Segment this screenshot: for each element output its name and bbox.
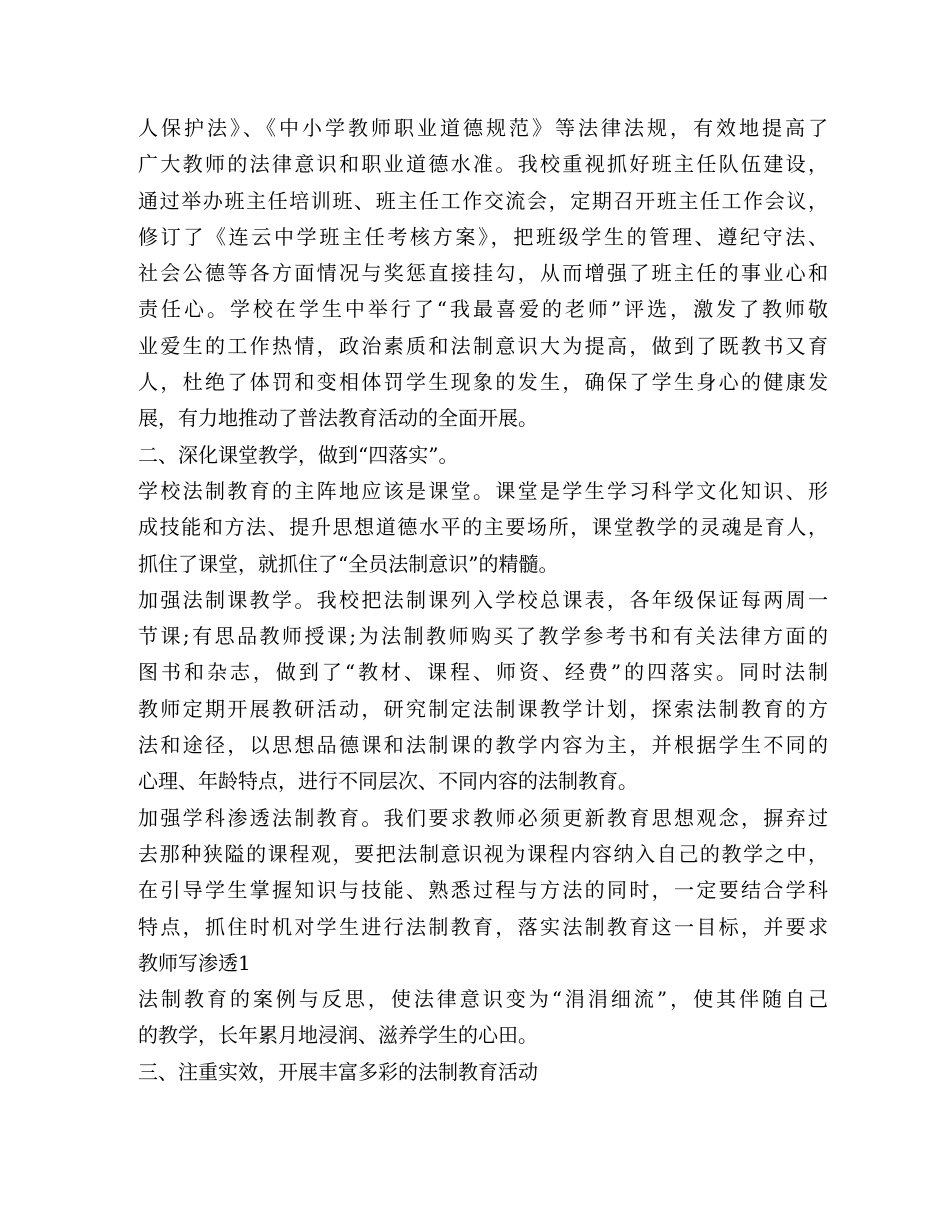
text-line: 广大教师的法律意识和职业道德水准。我校重视抓好班主任队伍建设， [138,152,828,177]
text-line: 图书和杂志，做到了“教材、课程、师资、经费”的四落实。同时法制 [138,660,828,685]
text-line: 社会公德等各方面情况与奖惩直接挂勾，从而增强了班主任的事业心和 [138,261,828,286]
section-heading: 二、深化课堂教学，做到“四落实”。 [138,442,459,467]
text-line: 教师定期开展教研活动，研究制定法制课教学计划，探索法制教育的方 [138,696,828,721]
text-line: 学校法制教育的主阵地应该是课堂。课堂是学生学习科学文化知识、形 [138,478,828,503]
text-line: 在引导学生掌握知识与技能、熟悉过程与方法的同时，一定要结合学科 [138,878,828,903]
body-text [138,110,828,1090]
text-line: 法和途径，以思想品德课和法制课的教学内容为主，并根据学生不同的 [138,733,828,758]
text-line: 业爱生的工作热情，政治素质和法制意识大为提高，做到了既教书又育 [138,333,828,358]
section-heading: 三、注重实效，开展丰富多彩的法制教育活动 [138,1059,538,1084]
text-line: 节课;有思品教师授课;为法制教师购买了教学参考书和有关法律方面的 [138,624,828,649]
text-line: 人，杜绝了体罚和变相体罚学生现象的发生，确保了学生身心的健康发 [138,370,828,395]
text-line: 抓住了课堂，就抓住了“全员法制意识”的精髓。 [138,551,559,576]
text-line: 通过举办班主任培训班、班主任工作交流会，定期召开班主任工作会议， [138,188,828,213]
text-line: 成技能和方法、提升思想道德水平的主要场所，课堂教学的灵魂是育人， [138,515,828,540]
text-line: 责任心。学校在学生中举行了“我最喜爱的老师”评选，激发了教师敬 [138,297,828,322]
text-line: 展，有力地推动了普法教育活动的全面开展。 [138,406,538,431]
text-line: 加强学科渗透法制教育。我们要求教师必须更新教育思想观念，摒弃过 [138,805,828,830]
text-line: 的教学，长年累月地浸润、滋养学生的心田。 [138,1023,538,1048]
text-line: 特点，抓住时机对学生进行法制教育，落实法制教育这一目标，并要求 [138,914,828,939]
text-line: 修订了《连云中学班主任考核方案》，把班级学生的管理、遵纪守法、 [138,224,828,249]
text-line: 人保护法》、《中小学教师职业道德规范》等法律法规，有效地提高了 [138,116,828,140]
text-line: 去那种狭隘的课程观，要把法制意识视为课程内容纳入自己的教学之中， [138,841,828,866]
text-line: 教师写渗透1 [138,950,251,975]
text-line: 法制教育的案例与反思，使法律意识变为“涓涓细流”，使其伴随自己 [138,987,828,1012]
text-line: 心理、年龄特点，进行不同层次、不同内容的法制教育。 [138,769,638,794]
text-line: 加强法制课教学。我校把法制课列入学校总课表，各年级保证每两周一 [138,587,828,612]
